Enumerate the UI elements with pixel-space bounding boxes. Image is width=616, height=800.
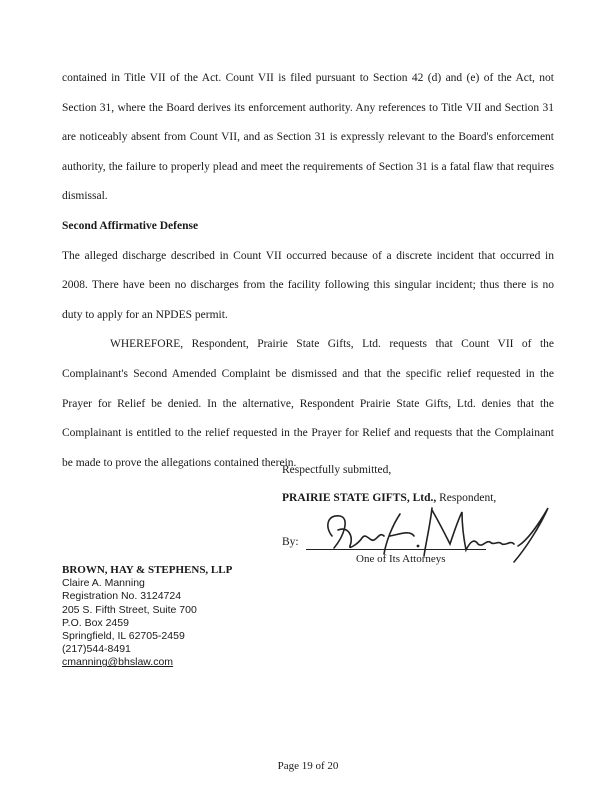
attorney-name: Claire A. Manning (62, 577, 145, 590)
page-number: Page 19 of 20 (277, 760, 339, 772)
wherefore-paragraph: WHEREFORE, Respondent, Prairie State Gifts, Ltd. requests that Count VII of the Complainant's Second Amended Complaint be dismissed and that the specific relief requested in the Prayer for Relief be denied. In the alternative, Respondent Prairie State Gifts, Ltd. denies that the Complainant is entitled to the relief requested in the Prayer for Relief and requests that the Complainant be made to prove the allegations contained therein. (62, 338, 554, 469)
body-text (62, 64, 554, 478)
party-role: Respondent, (436, 492, 497, 504)
by-label: By: (282, 536, 299, 548)
attorneys-label: One of Its Attorneys (356, 553, 446, 565)
firm-address-block (62, 564, 232, 670)
continued-paragraph: contained in Title VII of the Act. Count VII is filed pursuant to Section 42 (d) and (e) of the Act, not Section 31, where the Board derives its enforcement authority. Any references to Title VII and Section 31 are noticeably absent from Count VII, and as Section 31 is expressly relevant to the Board's enforcement authority, the failure to properly plead and meet the requirements of Section 31 is a fatal flaw that requires dismissal. (62, 72, 554, 203)
second-defense-paragraph: The alleged discharge described in Count VII occurred because of a discrete incident that occurred in 2008. There have been no discharges from the facility following this singular incident; thus there is no duty to apply for an NPDES permit. (62, 249, 554, 321)
second-defense-heading: Second Affirmative Defense (62, 219, 199, 232)
phone-number: (217)544-8491 (62, 643, 131, 656)
street-address: 205 S. Fifth Street, Suite 700 (62, 603, 197, 616)
city-state-zip: Springfield, IL 62705-2459 (62, 630, 185, 643)
party-name: PRAIRIE STATE GIFTS, Ltd., (282, 492, 437, 504)
closing-text: Respectfully submitted, (282, 464, 392, 476)
po-box: P.O. Box 2459 (62, 616, 129, 629)
registration-number: Registration No. 3124724 (62, 590, 182, 603)
firm-name: BROWN, HAY & STEPHENS, LLP (62, 564, 233, 576)
email-link[interactable]: cmanning@bhslaw.com (62, 656, 174, 669)
